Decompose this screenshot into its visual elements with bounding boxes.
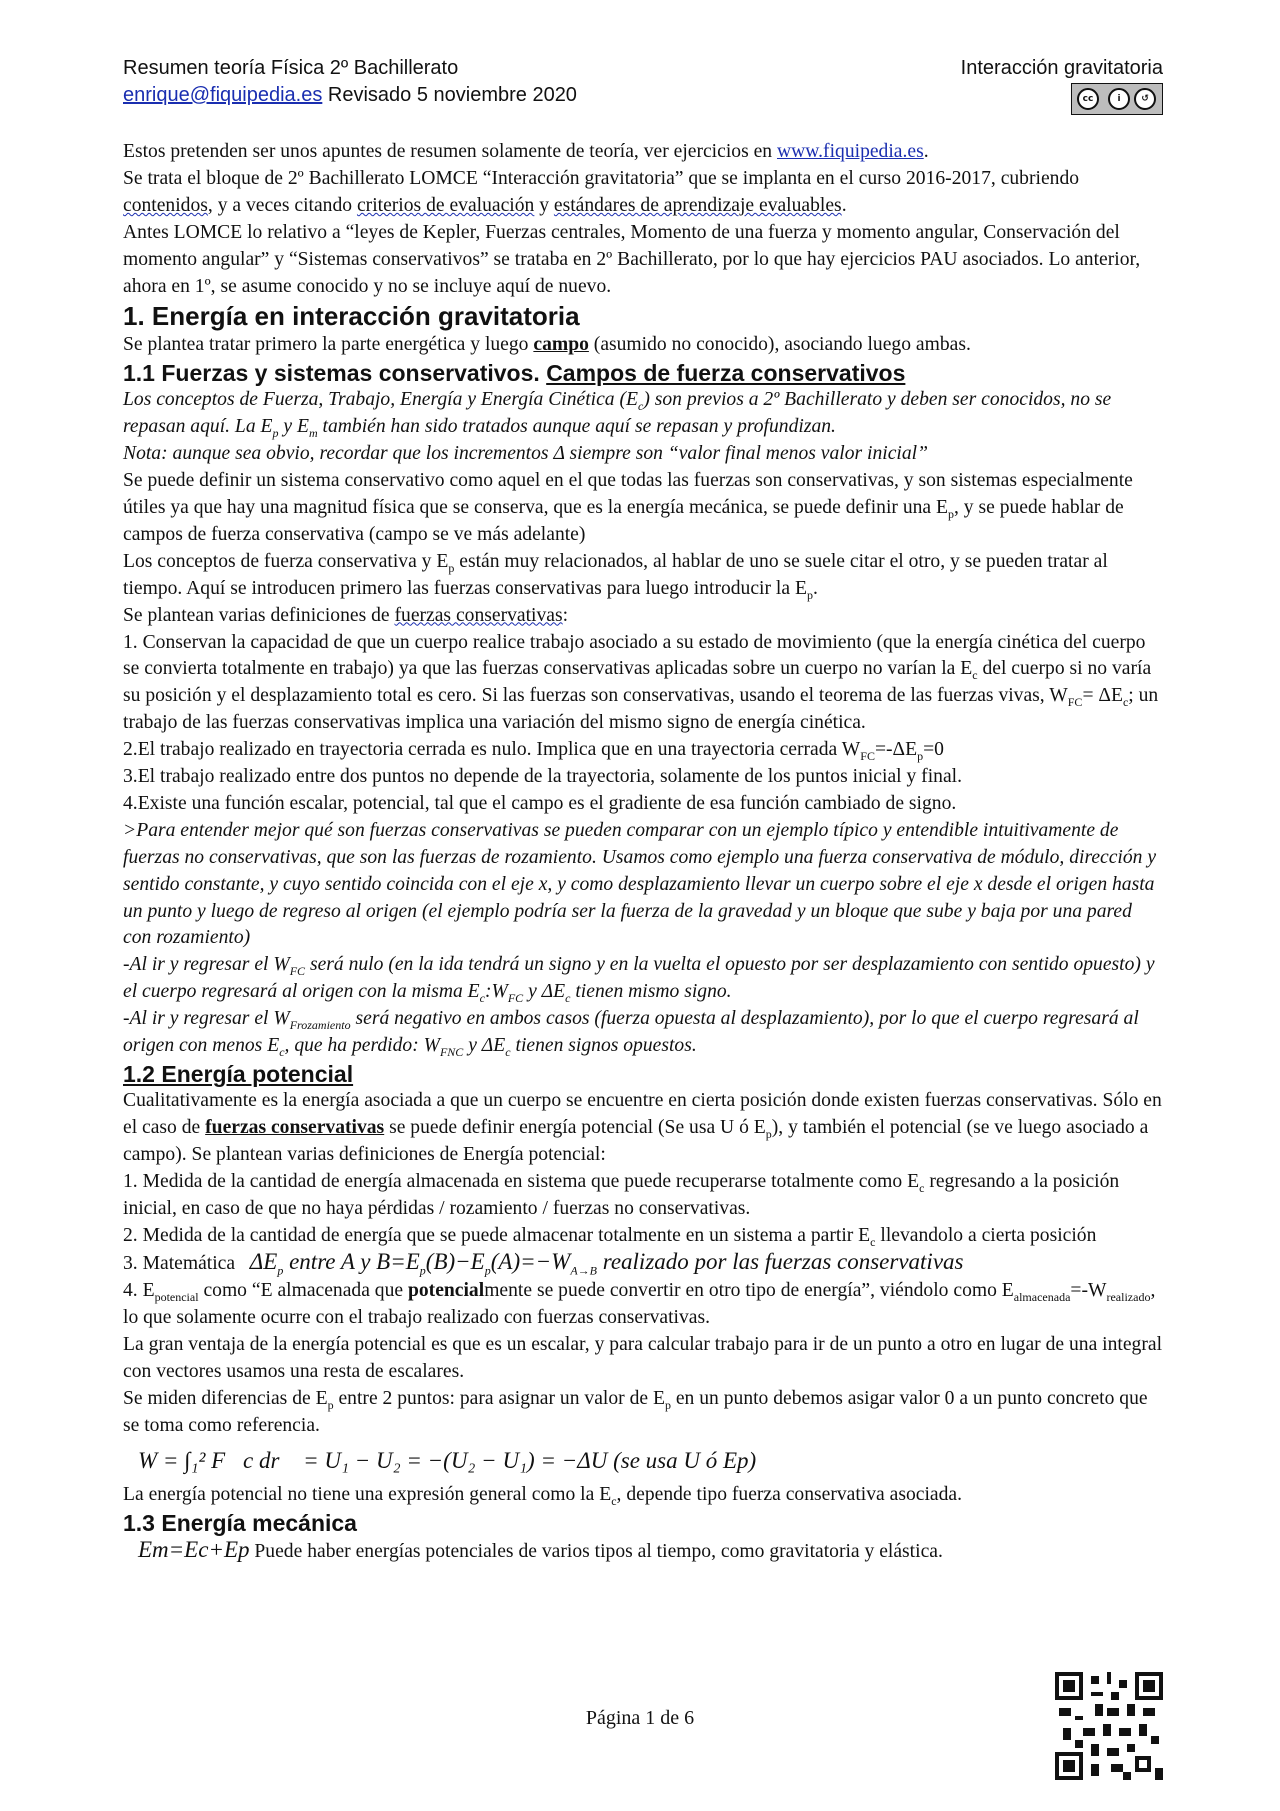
fuerzas-conservativas-bold-link[interactable]: fuerzas conservativas <box>205 1116 385 1138</box>
estandares-link[interactable]: estándares de aprendizaje evaluables <box>553 194 842 216</box>
header-contact <box>123 82 1163 109</box>
section-1-2-heading[interactable]: 1.2 Energía potencial <box>123 1061 354 1087</box>
section-1-1-p3: Se plantean varias definiciones de fuerzas conservativas: <box>123 604 569 626</box>
section-1-2-p3: Se miden diferencias de $E_p$ entre 2 puntos: para asignar un valor de $E_p$ en un punto debemos asigar valor 0 a un punto concreto que se toma como referencia. <box>123 1387 1148 1436</box>
definition-4: 4.Existe una función escalar, potencial, tal que el campo es el gradiente de esa función cambiado de signo. <box>123 792 957 814</box>
section-1-1-note: Los conceptos de Fuerza, Trabajo, Energía y Energía Cinética $(E_c)$ son previos a 2º Bachillerato y deben ser conocidos, no se repasan aquí. La $E_p$ y $E_m$ también han sido tratados aunque aquí se repasan y profundizan. Nota: aunque sea obvio, recordar que los incrementos Δ siempre son “valor final menos valor inicial” <box>123 389 1112 465</box>
ep-definition-3: 3. Matemática $\Delta E_p$ entre A y $B=E_p(B)-E_p(A)=-W_{A\to B}$ realizado por las fuerzas conservativas <box>123 1249 964 1279</box>
ep-definition-4: 4. $E_{potencial}$ como “E almacenada que potencialmente se puede convertir en otro tipo de energía”, viéndolo como $E_{almacenada}=-W_{realizado}$, lo que solamente ocurre con el trabajo realizado con fuerzas conservativas. <box>123 1280 1156 1329</box>
document-body <box>123 139 1163 1566</box>
definition-2: 2.El trabajo realizado en trayectoria cerrada es nulo. Implica que en una trayectoria cerrada $W_{FC}=-\Delta E_p=0$ <box>123 739 944 764</box>
section-1-text: Se plantea tratar primero la parte energética y luego campo (asumido no conocido), asociando luego ambas. <box>123 334 971 356</box>
email-link[interactable]: enrique@fiquipedia.es <box>123 84 323 106</box>
fiquipedia-link[interactable]: www.fiquipedia.es <box>776 141 924 162</box>
section-1-2-p2: La gran ventaja de la energía potencial es que es un escalar, y para calcular trabajo para ir de un punto a otro en lugar de una integral con vectores usamos una resta de escalares. <box>123 1334 1163 1383</box>
page-number: Página 1 de 6 <box>585 1707 695 1729</box>
section-1-1-heading: 1.1 Fuerzas y sistemas conservativos. Campos de fuerza conservativos <box>123 360 906 387</box>
contenidos-link[interactable]: contenidos <box>123 194 208 216</box>
mechanical-energy-equation: Em=Ec+Ep <box>138 1536 250 1562</box>
page-header <box>123 55 1163 109</box>
example-friction: -Al ir y regresar el $W_{Frozamiento}$ será negativo en ambos casos (fuerza opuesta al desplazamiento), por lo que el cuerpo regresará al origen con menos $E_c$, que ha perdido: $W_{FNC}$ y $\Delta E_c$ tienen signos opuestos. <box>123 1008 1139 1059</box>
cc-by-sa-icon: cc i ↺ <box>1071 83 1163 115</box>
example-intro: >Para entender mejor qué son fuerzas conservativas se pueden comparar con un ejemplo típico y entendible intuitivamente de fuerzas no conservativas, que son las fuerzas de rozamiento. Usamos como ejemplo una fuerza conservativa de módulo, dirección y sentido constante, y cuyo sentido coincida con el eje x, y como desplazamiento llevar un cuerpo sobre el eje x desde el origen hasta un punto y luego de regreso al origen (el ejemplo podría ser la fuerza de la gravedad y un bloque que sube y baja por una pared con rozamiento) <box>123 819 1157 949</box>
section-1-2-p4: La energía potencial no tiene una expresión general como la $E_c$, depende tipo fuerza conservativa asociada. <box>123 1483 962 1508</box>
revision-date: Revisado 5 noviembre 2020 <box>327 84 577 106</box>
ep-equation: $\Delta E_p$ entre A y $B=E_p(B)-E_p(A)=-W_{A\to B}$ realizado por las fuerzas conservativas <box>249 1249 964 1279</box>
work-equation: W = ∫₁² F⃗c dr⃗ = U₁ − U₂ = −(U₂ − U₁) = −ΔU (se usa U ó Ep) <box>138 1447 757 1473</box>
definition-1: 1. Conservan la capacidad de que un cuerpo realice trabajo asociado a su estado de movimiento (que la energía cinética del cuerpo se convierta totalmente en trabajo) ya que las fuerzas conservativas aplicadas sobre un cuerpo no varían la $E_c$ del cuerpo si no varía su posición y el desplazamiento total es cero. Si las fuerzas son conservativas, usando el teorema de las fuerzas vivas, $W_{FC}= \Delta E_c$; un trabajo de las fuerzas conservativas implica una variación del mismo signo de energía cinética. <box>123 631 1159 734</box>
campos-conservativos-link[interactable]: Campos de fuerza conservativos <box>546 360 906 387</box>
intro-paragraph: Estos pretenden ser unos apuntes de resumen solamente de teoría, ver ejercicios en www.fiquipedia.es. Se trata el bloque de 2º Bachillerato LOMCE “Interacción gravitatoria” que se implanta en el curso 2016-2017, cubriendo contenidos, y a veces citando criterios de evaluación y estándares de aprendizaje evaluables. Antes LOMCE lo relativo a “leyes de Kepler, Fuerzas centrales, Momento de una fuerza y momento angular, Conservación del momento angular” y “Sistemas conservativos” se trataba en 2º Bachillerato, por lo que hay ejercicios PAU asociados. Lo anterior, ahora en 1º, se asume conocido y no se incluye aquí de nuevo. <box>123 141 1141 297</box>
ep-definition-2: 2. Medida de la cantidad de energía que se puede almacenar totalmente en un sistema a partir $E_c$ llevandolo a cierta posición <box>123 1224 1097 1249</box>
definition-3: 3.El trabajo realizado entre dos puntos no depende de la trayectoria, solamente de los puntos inicial y final. <box>123 766 962 788</box>
section-1-1-p1: Se puede definir un sistema conservativo como aquel en el que todas las fuerzas son conservativas, y son sistemas especialmente útiles ya que hay una magnitud física que se conserva, que es la energía mecánica, se puede definir una $E_p$, y se puede hablar de campos de fuerza conservativa (campo se ve más adelante) <box>123 470 1133 545</box>
example-conservative: -Al ir y regresar el $W_{FC}$ será nulo (en la ida tendrá un signo y en la vuelta el opuesto por ser desplazamiento con sentido opuesto) y el cuerpo regresará al origen con la misma $E_c:W_{FC}$ y $\Delta E_c$ tienen mismo signo. <box>123 954 1155 1006</box>
section-1-3-heading: 1.3 Energía mecánica <box>123 1509 357 1536</box>
campo-link[interactable]: campo <box>533 334 589 356</box>
fuerzas-conservativas-link[interactable]: fuerzas conservativas <box>394 604 563 626</box>
section-1-1-p2: Los conceptos de fuerza conservativa y $E_p$ están muy relacionados, al hablar de uno se suele citar el otro, y se pueden tratar al tiempo. Aquí se introducen primero las fuerzas conservativas para luego introducir la $E_p$. <box>123 550 1108 602</box>
qr-code-icon <box>1055 1672 1163 1780</box>
section-1-heading: 1. Energía en interacción gravitatoria <box>123 301 580 332</box>
ep-definition-1: 1. Medida de la cantidad de energía almacenada en sistema que puede recuperarse totalmente como $E_c$ regresando a la posición inicial, en caso de que no haya pérdidas / rozamiento / fuerzas no conservativas. <box>123 1170 1120 1219</box>
header-title-left: Resumen teoría Física 2º Bachillerato <box>123 57 459 79</box>
header-title-right: Interacción gravitatoria <box>960 57 1163 79</box>
section-1-3-line: Em=Ec+Ep Puede haber energías potenciales de varios tipos al tiempo, como gravitatoria y elástica. <box>138 1536 943 1562</box>
criterios-link[interactable]: criterios de evaluación <box>356 194 535 216</box>
section-1-2-p1: Cualitativamente es la energía asociada a que un cuerpo se encuentre en cierta posición donde existen fuerzas conservativas. Sólo en el caso de fuerzas conservativas se puede definir energía potencial (Se usa U ó $E_p$), y también el potencial (se ve luego asociado a campo). Se plantean varias definiciones de Energía potencial: <box>123 1090 1162 1165</box>
